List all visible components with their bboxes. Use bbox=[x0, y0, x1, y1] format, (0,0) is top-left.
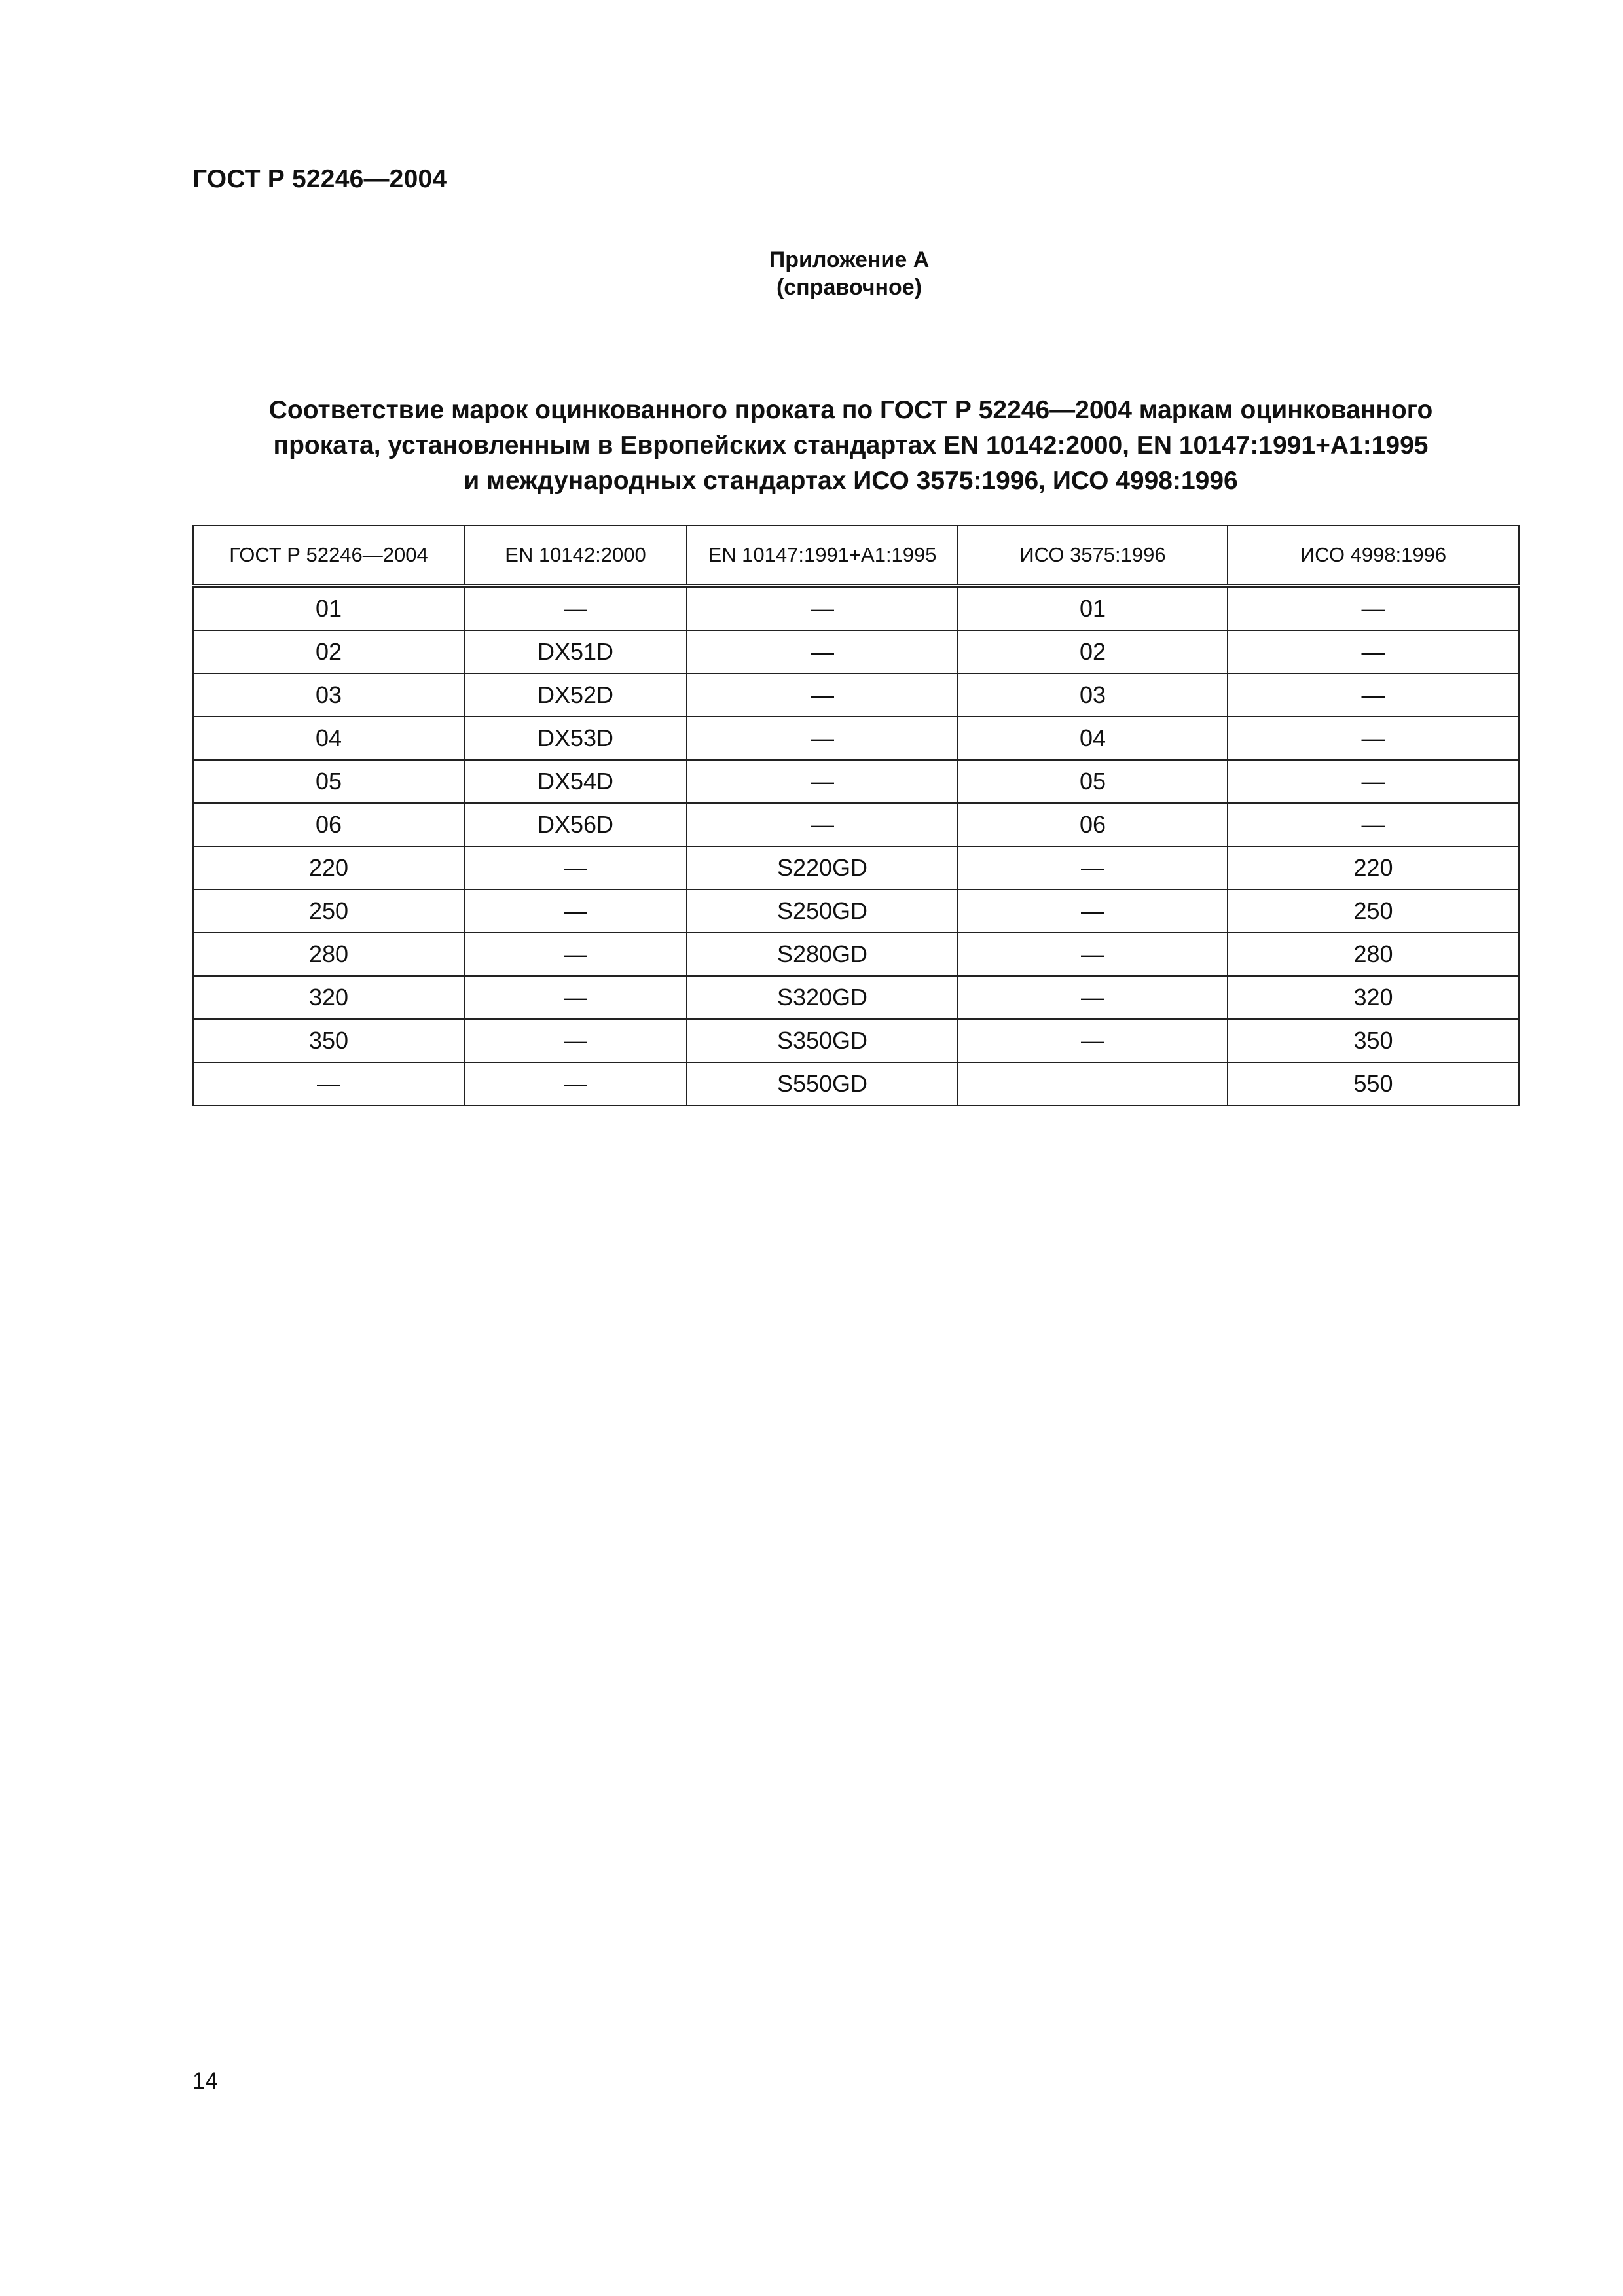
table-cell: — bbox=[464, 976, 687, 1019]
appendix-label: Приложение А bbox=[769, 247, 930, 272]
appendix-heading bbox=[0, 246, 1623, 301]
table-cell: — bbox=[958, 889, 1228, 933]
table-cell: 03 bbox=[958, 673, 1228, 717]
table-cell: 04 bbox=[193, 717, 464, 760]
table-cell: 06 bbox=[958, 803, 1228, 846]
table-cell: 550 bbox=[1228, 1062, 1519, 1105]
table-cell: 05 bbox=[958, 760, 1228, 803]
table-cell: — bbox=[958, 933, 1228, 976]
table-cell: — bbox=[464, 933, 687, 976]
table-cell: — bbox=[958, 1019, 1228, 1062]
table-cell: 01 bbox=[193, 586, 464, 630]
document-code-header: ГОСТ Р 52246—2004 bbox=[192, 165, 447, 193]
table-row bbox=[193, 1062, 1519, 1105]
table-cell: DX54D bbox=[464, 760, 687, 803]
table-cell: S250GD bbox=[687, 889, 958, 933]
table-row bbox=[193, 673, 1519, 717]
table-cell: — bbox=[1228, 673, 1519, 717]
table-cell: 280 bbox=[193, 933, 464, 976]
table-cell: S550GD bbox=[687, 1062, 958, 1105]
table-row bbox=[193, 717, 1519, 760]
table-cell: — bbox=[464, 586, 687, 630]
table-cell: 350 bbox=[193, 1019, 464, 1062]
table-cell: 250 bbox=[193, 889, 464, 933]
table-cell: 02 bbox=[958, 630, 1228, 673]
table-row bbox=[193, 803, 1519, 846]
table-cell: — bbox=[464, 1062, 687, 1105]
table-cell: 350 bbox=[1228, 1019, 1519, 1062]
table-cell bbox=[958, 1062, 1228, 1105]
table-cell: — bbox=[464, 846, 687, 889]
column-header-gost: ГОСТ Р 52246—2004 bbox=[193, 526, 464, 586]
table-cell: — bbox=[1228, 717, 1519, 760]
table-row bbox=[193, 889, 1519, 933]
table-cell: — bbox=[1228, 586, 1519, 630]
table-row bbox=[193, 630, 1519, 673]
table-cell: — bbox=[687, 630, 958, 673]
page-number: 14 bbox=[192, 2068, 218, 2094]
table-row bbox=[193, 846, 1519, 889]
table-row bbox=[193, 760, 1519, 803]
table-cell: — bbox=[464, 1019, 687, 1062]
table-title-line: проката, установленным в Европейских стандартах EN 10142:2000, EN 10147:1991+A1:1995 bbox=[273, 431, 1429, 459]
table-cell: 06 bbox=[193, 803, 464, 846]
column-header-iso-3575: ИСО 3575:1996 bbox=[958, 526, 1228, 586]
column-header-en-10147: EN 10147:1991+A1:1995 bbox=[687, 526, 958, 586]
table-row bbox=[193, 1019, 1519, 1062]
table-title-line: Соответствие марок оцинкованного проката по ГОСТ Р 52246—2004 маркам оцинкованного bbox=[268, 396, 1433, 424]
table-cell: — bbox=[687, 673, 958, 717]
column-header-en-10142: EN 10142:2000 bbox=[464, 526, 687, 586]
table-cell: DX51D bbox=[464, 630, 687, 673]
table-cell: — bbox=[687, 803, 958, 846]
table-cell: — bbox=[958, 976, 1228, 1019]
table-cell: 02 bbox=[193, 630, 464, 673]
table-cell: — bbox=[464, 889, 687, 933]
table-cell: DX53D bbox=[464, 717, 687, 760]
table-cell: 320 bbox=[1228, 976, 1519, 1019]
table-cell: 220 bbox=[193, 846, 464, 889]
table-cell: 280 bbox=[1228, 933, 1519, 976]
table-cell: 220 bbox=[1228, 846, 1519, 889]
table-cell: — bbox=[1228, 803, 1519, 846]
table-cell: S320GD bbox=[687, 976, 958, 1019]
table-cell: 03 bbox=[193, 673, 464, 717]
table-title bbox=[0, 393, 1623, 499]
table-cell: 320 bbox=[193, 976, 464, 1019]
table-cell: — bbox=[958, 846, 1228, 889]
column-header-iso-4998: ИСО 4998:1996 bbox=[1228, 526, 1519, 586]
table-title-line: и международных стандартах ИСО 3575:1996, ИСО 4998:1996 bbox=[464, 467, 1238, 495]
table-cell: 250 bbox=[1228, 889, 1519, 933]
table-cell: — bbox=[1228, 760, 1519, 803]
appendix-note: (справочное) bbox=[776, 275, 922, 300]
table-cell: S350GD bbox=[687, 1019, 958, 1062]
table-cell: 05 bbox=[193, 760, 464, 803]
table-cell: — bbox=[687, 586, 958, 630]
grade-correspondence-table bbox=[192, 525, 1520, 1106]
table-cell: — bbox=[687, 717, 958, 760]
table-cell: DX56D bbox=[464, 803, 687, 846]
table-cell: — bbox=[1228, 630, 1519, 673]
table-cell: — bbox=[193, 1062, 464, 1105]
table-row bbox=[193, 976, 1519, 1019]
table-cell: S220GD bbox=[687, 846, 958, 889]
table-cell: 01 bbox=[958, 586, 1228, 630]
table-header-row bbox=[193, 526, 1519, 586]
table-cell: DX52D bbox=[464, 673, 687, 717]
table-cell: S280GD bbox=[687, 933, 958, 976]
table-cell: — bbox=[687, 760, 958, 803]
table-row bbox=[193, 586, 1519, 630]
table-cell: 04 bbox=[958, 717, 1228, 760]
table-row bbox=[193, 933, 1519, 976]
